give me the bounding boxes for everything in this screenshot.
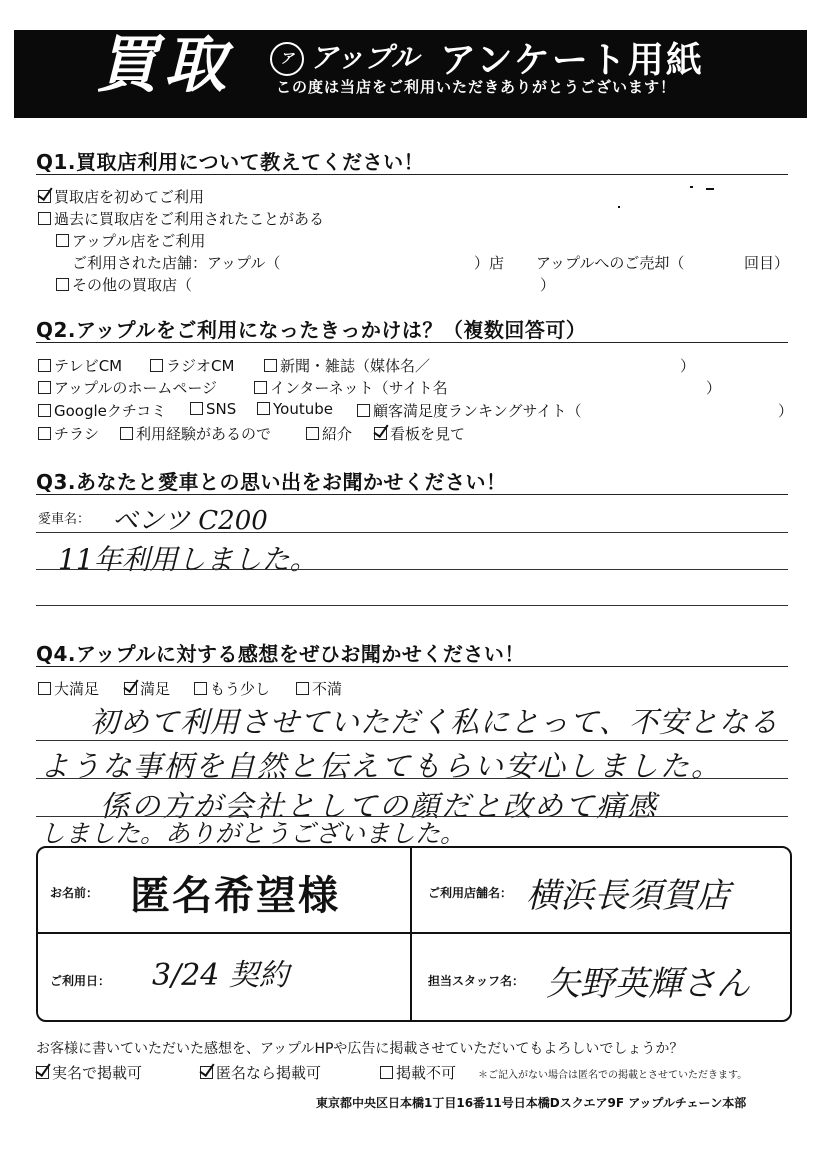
- q4-divider: [36, 666, 788, 667]
- checkbox-checked-icon[interactable]: [36, 1066, 49, 1079]
- store-name-label: ご利用店舗名：: [428, 886, 513, 900]
- q4-very-option[interactable]: [38, 678, 99, 699]
- q2-youtube-option[interactable]: [257, 400, 333, 418]
- comment-line-3: 係の方が会社としての顔だと改めて痛感: [100, 789, 659, 823]
- checkbox-icon[interactable]: [190, 402, 203, 415]
- memory-handwritten: 11年利用しました。: [58, 543, 318, 576]
- q1-used-store-label: ご利用された店舗：アップル（: [72, 254, 281, 272]
- apple-logo-icon: ア: [270, 42, 304, 76]
- q1-sale-count-label: アップルへのご売却（: [536, 254, 685, 272]
- option-label: その他の買取店（: [72, 276, 193, 294]
- logo-text: アップル: [310, 41, 419, 74]
- checkbox-checked-icon[interactable]: [124, 682, 137, 695]
- date-label: ご利用日：: [50, 974, 111, 988]
- q2-ranking-close: ）: [778, 402, 794, 420]
- hq-address: 東京都中央区日本橋1丁目16番11号日本橋Dスクエア9F アップルチェーン本部: [316, 1096, 747, 1110]
- option-label: 大満足: [54, 680, 100, 698]
- real-name-option[interactable]: [36, 1062, 142, 1083]
- header-subtitle: この度は当店をご利用いただきありがとうございます！: [276, 78, 677, 96]
- checkbox-icon[interactable]: [56, 278, 69, 291]
- option-label: 買取店を初めてご利用: [54, 188, 205, 206]
- option-label: 掲載不可: [396, 1064, 457, 1082]
- q1-first-time-option[interactable]: [38, 186, 204, 207]
- checkbox-icon[interactable]: [254, 381, 267, 394]
- option-label: インターネット（サイト名: [270, 379, 448, 397]
- store-name-value: 横浜長須賀店: [526, 876, 730, 916]
- info-horizontal-divider: [36, 932, 790, 934]
- q2-tv-option[interactable]: [38, 355, 122, 376]
- q1-other-store-option[interactable]: [56, 274, 192, 295]
- q2-ranking-option[interactable]: [357, 400, 582, 421]
- q1-apple-store-option[interactable]: [56, 230, 205, 251]
- comment-line-2: ような事柄を自然と伝えてもらい安心しました。: [40, 749, 723, 783]
- q2-radio-option[interactable]: [150, 355, 234, 376]
- option-label: Youtube: [273, 400, 333, 418]
- checkbox-icon[interactable]: [38, 359, 51, 372]
- option-label: 過去に買取店をご利用されたことがある: [54, 210, 325, 228]
- q2-heading: Q2.アップルをご利用になったきっかけは？（複数回答可）: [36, 318, 587, 342]
- checkbox-icon[interactable]: [357, 404, 370, 417]
- q2-google-option[interactable]: [38, 400, 166, 421]
- ruled-line: [36, 532, 788, 533]
- q1-used-before-option[interactable]: [38, 208, 324, 229]
- option-label: もう少し: [210, 680, 271, 698]
- anonymous-option[interactable]: [200, 1062, 321, 1083]
- date-value: 3/24 契約: [152, 958, 289, 993]
- q2-news-close: ）: [680, 357, 696, 375]
- checkbox-checked-icon[interactable]: [200, 1066, 213, 1079]
- checkbox-icon[interactable]: [38, 381, 51, 394]
- checkbox-icon[interactable]: [38, 212, 51, 225]
- no-publish-option[interactable]: [380, 1062, 456, 1083]
- option-label: 満足: [140, 680, 171, 698]
- ruled-line: [36, 778, 788, 779]
- q2-news-option[interactable]: [264, 355, 430, 376]
- option-label: チラシ: [54, 425, 100, 443]
- checkbox-checked-icon[interactable]: [38, 190, 51, 203]
- ruled-line: [36, 740, 788, 741]
- q2-internet-close: ）: [706, 379, 722, 397]
- q1-other-close: ）: [540, 276, 556, 294]
- q1-sale-count-suffix: 回目）: [744, 254, 790, 272]
- option-label: ラジオCM: [166, 357, 235, 375]
- survey-title: アンケート用紙: [440, 40, 704, 81]
- checkbox-icon[interactable]: [150, 359, 163, 372]
- q1-store-suffix: ）店: [474, 254, 505, 272]
- checkbox-icon[interactable]: [38, 404, 51, 417]
- option-label: 看板を見て: [390, 425, 466, 443]
- q2-divider: [36, 342, 788, 343]
- scan-speck: [706, 188, 714, 190]
- q3-divider: [36, 494, 788, 495]
- q4-satisfied-option[interactable]: [124, 678, 170, 699]
- q2-sns-option[interactable]: [190, 400, 236, 418]
- option-label: 紹介: [322, 425, 353, 443]
- car-name-label: 愛車名：: [38, 512, 91, 527]
- staff-label: 担当スタッフ名：: [428, 974, 525, 988]
- option-label: 匿名なら掲載可: [216, 1064, 322, 1082]
- q2-homepage-option[interactable]: [38, 377, 217, 398]
- option-label: アップルのホームページ: [54, 379, 218, 397]
- checkbox-icon[interactable]: [56, 234, 69, 247]
- name-label: お名前：: [50, 886, 99, 900]
- q4-little-option[interactable]: [194, 678, 270, 699]
- car-name-handwritten: ベンツ C200: [112, 506, 268, 536]
- checkbox-icon[interactable]: [194, 682, 207, 695]
- ruled-line: [36, 605, 788, 606]
- q1-heading: Q1.買取店利用について教えてください！: [36, 150, 425, 174]
- publish-note: ＊ご記入がない場合は匿名での掲載とさせていただきます。: [478, 1070, 748, 1081]
- option-label: Googleクチコミ: [54, 402, 167, 420]
- option-label: SNS: [206, 400, 237, 418]
- q2-internet-option[interactable]: [254, 377, 448, 398]
- q1-divider: [36, 174, 788, 175]
- kaitori-title: 買取: [96, 28, 233, 101]
- q2-experience-option[interactable]: [120, 423, 271, 444]
- checkbox-icon[interactable]: [38, 682, 51, 695]
- comment-line-4: しました。ありがとうございました。: [40, 819, 466, 848]
- checkbox-icon[interactable]: [306, 427, 319, 440]
- scan-speck: [618, 206, 620, 208]
- q2-referral-option[interactable]: [306, 423, 352, 444]
- apple-logo: [270, 36, 419, 76]
- q2-flyer-option[interactable]: [38, 423, 99, 444]
- option-label: テレビCM: [54, 357, 123, 375]
- publish-question: お客様に書いていただいた感想を、アップルHPや広告に掲載させていただいてもよろしいでしょうか？: [36, 1041, 684, 1057]
- checkbox-icon[interactable]: [296, 682, 309, 695]
- ruled-line: [36, 569, 788, 570]
- checkbox-icon[interactable]: [380, 1066, 393, 1079]
- checkbox-icon[interactable]: [257, 402, 270, 415]
- option-label: 利用経験があるので: [136, 425, 272, 443]
- name-value: 匿名希望様: [130, 873, 340, 919]
- scan-speck: [690, 186, 693, 188]
- q4-unsatisfied-option[interactable]: [296, 678, 342, 699]
- comment-line-1: 初めて利用させていただく私にとって、不安となる: [90, 705, 779, 739]
- checkbox-icon[interactable]: [264, 359, 277, 372]
- checkbox-icon[interactable]: [38, 427, 51, 440]
- option-label: 顧客満足度ランキングサイト（: [373, 402, 582, 420]
- q3-heading: Q3.あなたと愛車との思い出をお聞かせください！: [36, 470, 507, 494]
- checkbox-icon[interactable]: [120, 427, 133, 440]
- option-label: アップル店をご利用: [72, 232, 206, 250]
- q2-signboard-option[interactable]: [374, 423, 465, 444]
- option-label: 新聞・雑誌（媒体名／: [280, 357, 431, 375]
- staff-value: 矢野英輝さん: [546, 964, 750, 1004]
- option-label: 不満: [312, 680, 343, 698]
- q4-heading: Q4.アップルに対する感想をぜひお聞かせください！: [36, 642, 525, 666]
- option-label: 実名で掲載可: [52, 1064, 143, 1082]
- checkbox-checked-icon[interactable]: [374, 427, 387, 440]
